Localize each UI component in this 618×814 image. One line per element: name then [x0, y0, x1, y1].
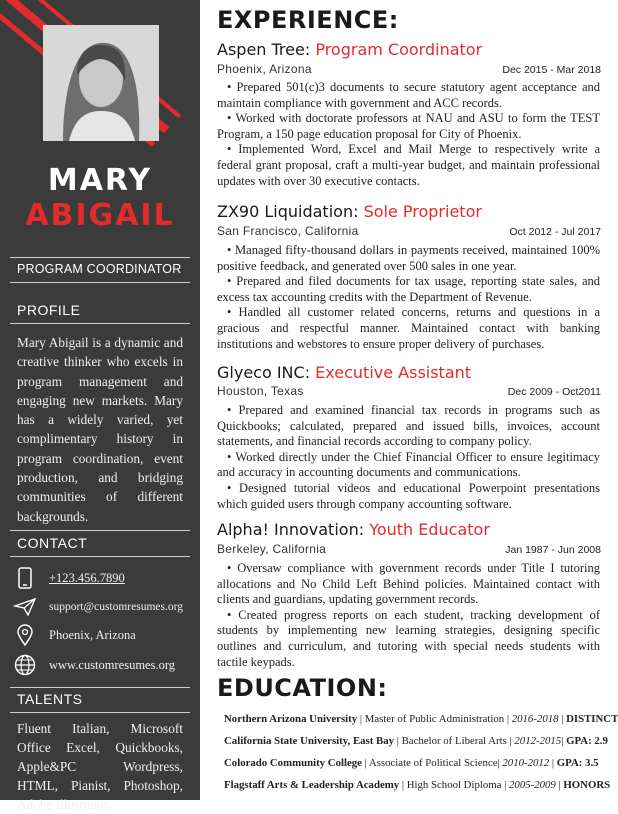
contact-phone — [14, 567, 125, 589]
divider — [10, 556, 190, 557]
degree: | Master of Public Administration | — [357, 713, 512, 725]
globe-icon — [14, 654, 36, 676]
company-name: Aspen Tree: — [217, 40, 311, 59]
job-heading — [217, 520, 490, 539]
profile-text: Mary Abigail is a dynamic and creative thinker who excels in program management and engaging new markets. Mary has a widely varied, yet complimentary history in program coordination, event production, and bridging communities of different backgrounds. — [17, 335, 183, 524]
job-role: Executive Assistant — [315, 363, 472, 382]
job-heading — [217, 40, 482, 59]
experience-heading: EXPERIENCE: — [217, 6, 399, 34]
years: 2010-2012 — [502, 757, 550, 769]
school-name: Colorado Community College — [224, 757, 362, 769]
talents-text: Fluent Italian, Microsoft Office Excel, Quickbooks, Apple&PC Wordpress, HTML, Pianist, Photoshop, Adobe Illustrator. — [17, 721, 183, 812]
separator: | — [549, 757, 557, 769]
bullet: • Managed fifty-thousand dollars in payments received, maintained 100% positive feedback, and generated over 500 sales in one year. — [217, 243, 600, 273]
location-pin-icon — [14, 624, 36, 646]
bullet: • Prepared and examined financial tax records in programs such as Quickbooks; calculated, prepared and issued bills, invoices, account statements, and financial records according to company policy. — [217, 403, 600, 449]
school-name: Northern Arizona University — [224, 713, 358, 725]
email-text[interactable]: support@customresumes.org — [49, 601, 183, 613]
profile-photo — [43, 25, 159, 141]
bullet: • Handled all customer related concerns, returns and questions in a gracious and respectful manner. Maintained contact with banking institutions and webstores to ensure proper delivery of purchases. — [217, 305, 600, 351]
honor: GPA: 3.5 — [556, 757, 599, 769]
honor: HONORS — [563, 779, 611, 791]
bullet: • Worked directly under the Chief Financial Officer to ensure legitimacy and accuracy in accounting documents and communications. — [217, 449, 600, 480]
bullet: • Prepared and filed documents for tax usage, reporting state sales, and excess tax accounting credits with the Department of Revenue. — [217, 274, 600, 304]
role-title: PROGRAM COORDINATOR — [17, 262, 182, 276]
bullet: • Implemented Word, Excel and Mail Merge to respectively write a federal grant proposal, craft a multi-year budget, and maintain professional updates with over 30 executive contacts. — [217, 142, 600, 188]
bullet: • Worked with doctorate professors at NAU and ASU to form the TEST Program, a 150 page education proposal for City of Phoenix. — [217, 111, 600, 141]
job-dates: Oct 2012 - Jul 2017 — [509, 226, 601, 238]
divider — [10, 712, 190, 713]
bullet: • Created progress reports on each student, tracking development of students by implementing new learning strategies, designing specific outlines and curriculum, and tutoring with special needs students with tactile keypads. — [217, 607, 600, 669]
honor: GPA: 2.9 — [566, 735, 608, 747]
job-bullets — [217, 561, 600, 670]
separator: | — [555, 779, 564, 791]
job-location: Berkeley, California — [217, 542, 327, 556]
school-name: Flagstaff Arts & Leadership Academy — [224, 779, 400, 791]
job-dates: Jan 1987 - Jun 2008 — [505, 544, 601, 556]
website-text[interactable]: www.customresumes.org — [49, 657, 176, 672]
degree: | High School Diploma | — [399, 779, 510, 791]
job-dates: Dec 2015 - Mar 2018 — [502, 64, 601, 76]
contact-website — [14, 654, 175, 676]
divider — [10, 282, 190, 283]
location-text: Phoenix, Arizona — [49, 627, 136, 642]
job-bullets — [217, 80, 600, 189]
contact-heading: CONTACT — [17, 535, 88, 551]
bullet: • Designed tutorial videos and educational Powerpoint presentations which guided users through company accounting software. — [217, 480, 600, 511]
company-name: ZX90 Liquidation: — [217, 202, 359, 221]
divider — [10, 257, 190, 258]
bullet: • Prepared 501(c)3 documents to secure statutory agent acceptance and maintain compliance with government and ACC records. — [217, 80, 600, 110]
job-location: San Francisco, California — [217, 224, 359, 238]
job-location: Phoenix, Arizona — [217, 62, 312, 76]
send-icon — [14, 596, 36, 618]
talents-heading: TALENTS — [17, 691, 83, 707]
divider — [10, 323, 190, 324]
education-row — [224, 713, 618, 725]
separator: | — [561, 735, 567, 747]
honor: DISTINCT — [566, 713, 618, 725]
separator: | — [558, 713, 567, 725]
first-name: MARY — [47, 163, 153, 198]
education-row — [224, 757, 599, 769]
school-name: California State University, East Bay — [224, 735, 395, 747]
divider — [10, 687, 190, 688]
phone-text[interactable]: +123.456.7890 — [49, 570, 125, 585]
degree: | Bachelor of Liberal Arts | — [394, 735, 515, 747]
education-heading: EDUCATION: — [217, 674, 388, 702]
years: 2012-2015 — [514, 735, 562, 747]
job-role: Program Coordinator — [315, 40, 483, 59]
job-heading — [217, 363, 471, 382]
job-role: Youth Educator — [369, 520, 490, 539]
job-dates: Dec 2009 - Oct2011 — [507, 386, 601, 398]
job-role: Sole Proprietor — [363, 202, 482, 221]
company-name: Glyeco INC: — [217, 363, 311, 382]
contact-location — [14, 624, 136, 646]
company-name: Alpha! Innovation: — [217, 520, 365, 539]
last-name: ABIGAIL — [25, 198, 175, 233]
contact-email — [14, 596, 183, 618]
divider — [10, 530, 190, 531]
job-bullets — [217, 403, 600, 512]
job-location: Houston, Texas — [217, 384, 304, 398]
years: 2016-2018 — [511, 713, 559, 725]
profile-heading: PROFILE — [17, 302, 81, 318]
degree: | Associate of Political Science| — [361, 757, 503, 769]
sidebar — [0, 0, 200, 812]
bullet: • Oversaw compliance with government records under Title I tutoring allocations and No Child Left Behind policies. Maintained contact with clients and guardians, updating government records. — [217, 561, 600, 607]
education-row — [224, 779, 610, 791]
job-bullets — [217, 243, 600, 352]
years: 2005-2009 — [509, 779, 556, 791]
phone-icon — [14, 567, 36, 589]
education-row — [224, 735, 608, 747]
job-heading — [217, 202, 482, 221]
